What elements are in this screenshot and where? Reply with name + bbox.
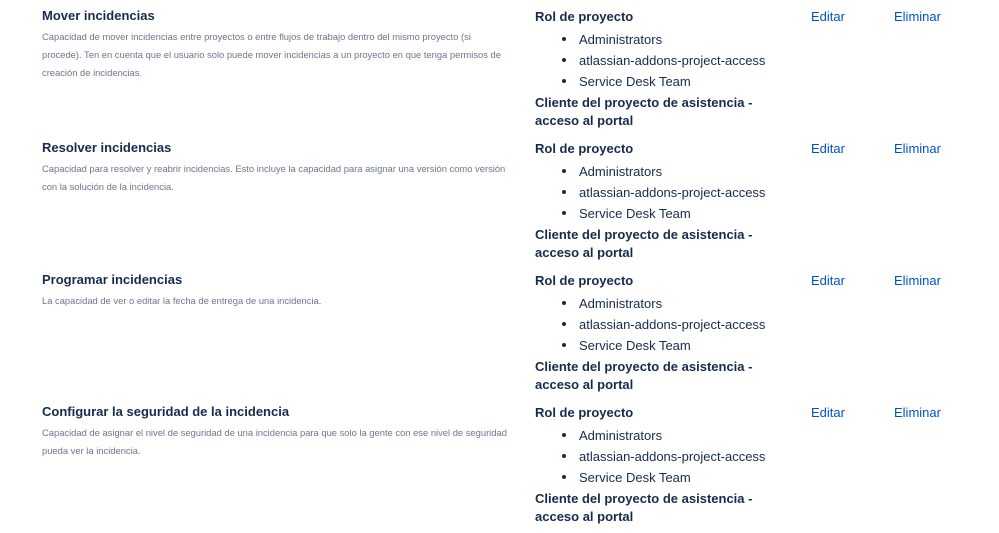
permission-row-move-issues xyxy=(0,0,999,132)
edit-link[interactable]: Editar xyxy=(811,141,845,156)
grant-heading: Rol de proyecto xyxy=(535,9,634,24)
permission-row-resolve-issues xyxy=(0,132,999,264)
permission-title: Configurar la seguridad de la incidencia xyxy=(42,404,290,419)
permission-title: Programar incidencias xyxy=(42,272,183,287)
permission-grants xyxy=(535,8,805,130)
role-label: Service Desk Team xyxy=(579,470,691,485)
bullet-icon xyxy=(562,454,566,458)
role-label: Administrators xyxy=(579,428,663,443)
bullet-icon xyxy=(562,37,566,41)
permission-grants xyxy=(535,272,805,394)
role-item xyxy=(535,467,805,488)
role-list xyxy=(535,161,805,224)
edit-link[interactable]: Editar xyxy=(811,273,845,288)
secondary-grant: Cliente del proyecto de asistencia - acceso al portal xyxy=(535,95,753,128)
permission-row-set-issue-security xyxy=(0,396,999,528)
role-label: Service Desk Team xyxy=(579,74,691,89)
role-label: Service Desk Team xyxy=(579,338,691,353)
grant-heading: Rol de proyecto xyxy=(535,273,634,288)
bullet-icon xyxy=(562,190,566,194)
role-item xyxy=(535,314,805,335)
role-label: atlassian-addons-project-access xyxy=(579,317,766,332)
role-item xyxy=(535,203,805,224)
permission-title: Mover incidencias xyxy=(42,8,155,23)
role-label: atlassian-addons-project-access xyxy=(579,449,766,464)
role-item xyxy=(535,446,805,467)
role-label: atlassian-addons-project-access xyxy=(579,53,766,68)
role-label: Administrators xyxy=(579,32,663,47)
role-item xyxy=(535,182,805,203)
delete-link[interactable]: Eliminar xyxy=(894,273,941,288)
edit-link[interactable]: Editar xyxy=(811,9,845,24)
grant-heading: Rol de proyecto xyxy=(535,141,634,156)
delete-link[interactable]: Eliminar xyxy=(894,9,941,24)
bullet-icon xyxy=(562,433,566,437)
permission-description: La capacidad de ver o editar la fecha de entrega de una incidencia. xyxy=(42,295,322,306)
secondary-grant: Cliente del proyecto de asistencia - acceso al portal xyxy=(535,227,753,260)
bullet-icon xyxy=(562,322,566,326)
bullet-icon xyxy=(562,79,566,83)
bullet-icon xyxy=(562,169,566,173)
secondary-grant: Cliente del proyecto de asistencia - acceso al portal xyxy=(535,359,753,392)
role-item xyxy=(535,335,805,356)
permission-description: Capacidad de asignar el nivel de seguridad de una incidencia para que solo la gente con ese nivel de seguridad pueda ver la incidencia. xyxy=(42,427,507,456)
role-list xyxy=(535,293,805,356)
role-item xyxy=(535,71,805,92)
permission-title: Resolver incidencias xyxy=(42,140,172,155)
permission-description: Capacidad de mover incidencias entre proyectos o entre flujos de trabajo dentro del mismo proyecto (si procede). Ten en cuenta que el usuario solo puede mover incidencias a un proyecto en que tenga permisos de creación de incidencias. xyxy=(42,31,501,78)
bullet-icon xyxy=(562,58,566,62)
permission-grants xyxy=(535,404,805,526)
permission-row-schedule-issues xyxy=(0,264,999,396)
role-list xyxy=(535,29,805,92)
role-list xyxy=(535,425,805,488)
bullet-icon xyxy=(562,211,566,215)
role-label: Administrators xyxy=(579,164,663,179)
edit-link[interactable]: Editar xyxy=(811,405,845,420)
role-item xyxy=(535,425,805,446)
delete-link[interactable]: Eliminar xyxy=(894,405,941,420)
delete-link[interactable]: Eliminar xyxy=(894,141,941,156)
permission-description: Capacidad para resolver y reabrir incidencias. Esto incluye la capacidad para asignar una versión como versión con la solución de la incidencia. xyxy=(42,163,506,192)
role-label: atlassian-addons-project-access xyxy=(579,185,766,200)
role-label: Administrators xyxy=(579,296,663,311)
bullet-icon xyxy=(562,343,566,347)
role-item xyxy=(535,161,805,182)
bullet-icon xyxy=(562,475,566,479)
permission-grants xyxy=(535,140,805,262)
bullet-icon xyxy=(562,301,566,305)
grant-heading: Rol de proyecto xyxy=(535,405,634,420)
role-item xyxy=(535,50,805,71)
role-item xyxy=(535,29,805,50)
secondary-grant: Cliente del proyecto de asistencia - acceso al portal xyxy=(535,491,753,524)
role-item xyxy=(535,293,805,314)
role-label: Service Desk Team xyxy=(579,206,691,221)
